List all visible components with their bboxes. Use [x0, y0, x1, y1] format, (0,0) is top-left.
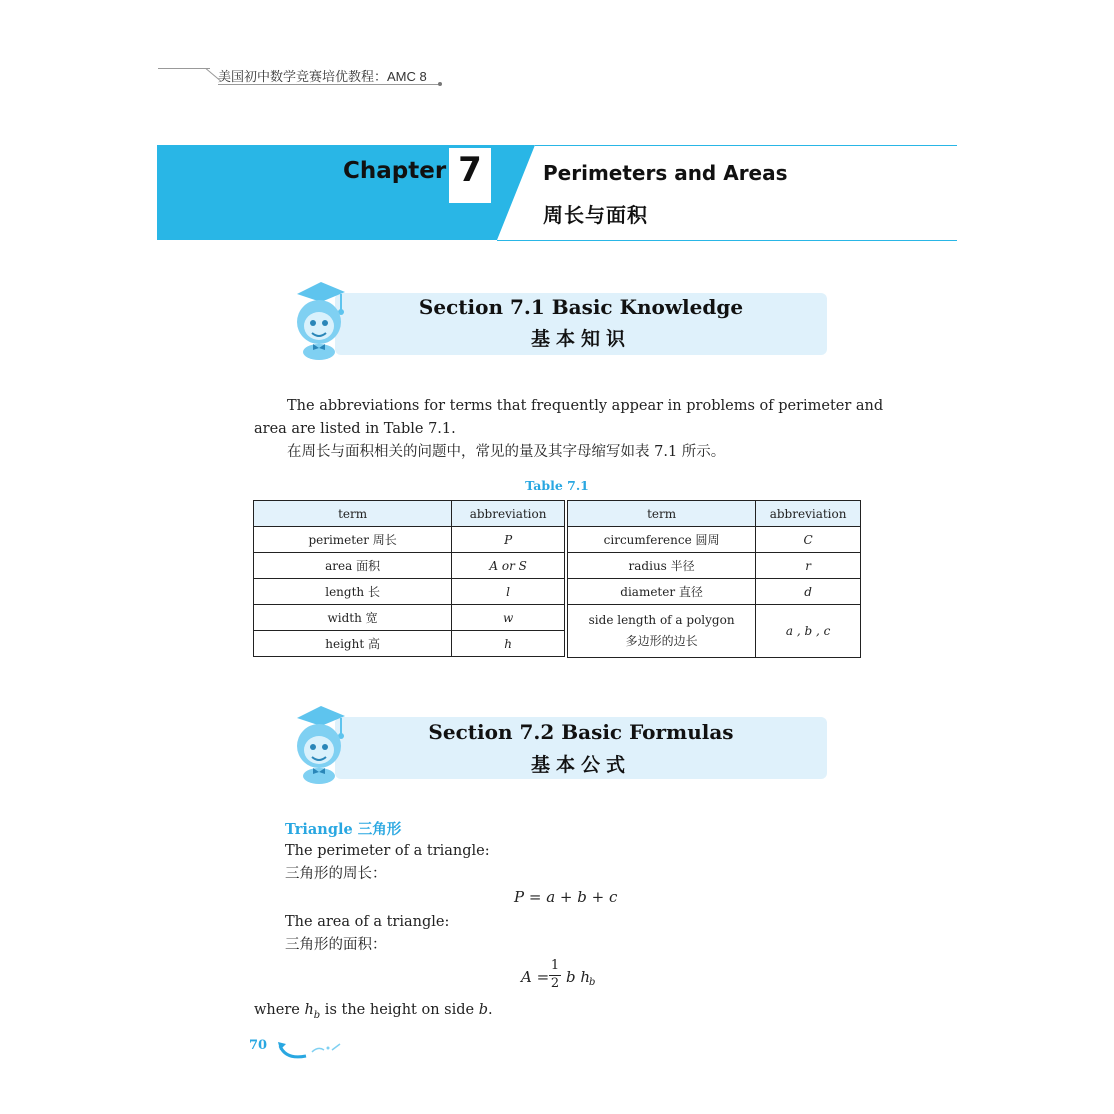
abbr-cell: l: [452, 579, 565, 605]
where-prefix: where: [254, 1002, 305, 1018]
section-title-zh: 基本公式: [530, 754, 631, 776]
area-formula-numerator: 1: [550, 958, 560, 973]
abbr-cell: d: [756, 579, 861, 605]
intro-line-3: 在周长与面积相关的问题中，常见的量及其字母缩写如表 7.1 所示。: [287, 444, 726, 460]
triangle-heading: Triangle 三角形: [285, 821, 402, 838]
area-text-zh: 三角形的面积：: [285, 937, 387, 953]
where-line: [254, 999, 493, 1027]
abbreviation-table-left: [253, 500, 565, 657]
perimeter-text-en: The perimeter of a triangle:: [285, 843, 490, 859]
table-row: [254, 579, 565, 605]
perimeter-formula: P = a + b + c: [514, 888, 618, 906]
page-number: 70: [249, 1038, 268, 1053]
chapter-title-zh: 周长与面积: [543, 203, 648, 227]
term-cell: perimeter 周长: [254, 527, 452, 553]
term-line: 多边形的边长: [625, 634, 698, 648]
table-row: [568, 579, 861, 605]
term-cell: area 面积: [254, 553, 452, 579]
table-row: [254, 527, 565, 553]
where-side: b: [478, 1002, 488, 1018]
section-title-en: Section 7.2 Basic Formulas: [428, 720, 734, 744]
table-header-cell: term: [568, 501, 756, 527]
abbr-cell: A or S: [452, 553, 565, 579]
term-cell: diameter 直径: [568, 579, 756, 605]
table-row: [254, 553, 565, 579]
abbr-cell: P: [452, 527, 565, 553]
intro-line-2: area are listed in Table 7.1.: [254, 421, 456, 437]
section-title-zh: 基本知识: [530, 328, 631, 350]
section-title-en: Section 7.1 Basic Knowledge: [418, 295, 744, 319]
table-row: [254, 605, 565, 631]
table-header-cell: abbreviation: [756, 501, 861, 527]
running-header: 美国初中数学竞赛培优教程：AMC 8: [218, 69, 427, 84]
abbr-cell: r: [756, 553, 861, 579]
abbr-cell: a , b , c: [756, 605, 861, 658]
chapter-number: 7: [458, 150, 482, 190]
table-header-cell: abbreviation: [452, 501, 565, 527]
term-cell: width 宽: [254, 605, 452, 631]
term-cell: height 高: [254, 631, 452, 657]
abbr-cell: w: [452, 605, 565, 631]
chapter-title-en: Perimeters and Areas: [543, 161, 788, 185]
table-row: [568, 527, 861, 553]
table-header-cell: term: [254, 501, 452, 527]
table-caption: Table 7.1: [525, 478, 589, 493]
term-cell: length 长: [254, 579, 452, 605]
page-swoosh-icon: [276, 1036, 346, 1062]
area-formula-rhs: b h: [566, 968, 591, 986]
area-formula-lhs: A =: [521, 968, 550, 986]
area-formula-denominator: 2: [550, 976, 560, 991]
chapter-label: Chapter: [343, 158, 447, 184]
table-row: [254, 631, 565, 657]
term-line: side length of a polygon: [588, 613, 735, 627]
area-formula-subscript: b: [589, 977, 596, 988]
abbr-cell: C: [756, 527, 861, 553]
header-dot: [438, 82, 442, 86]
term-cell: radius 半径: [568, 553, 756, 579]
perimeter-text-zh: 三角形的周长：: [285, 866, 387, 882]
term-cell: circumference 圆周: [568, 527, 756, 553]
where-mid: is the height on side: [320, 1002, 479, 1018]
abbreviation-table-right: [567, 500, 861, 658]
abbr-cell: h: [452, 631, 565, 657]
header-rule: [158, 68, 210, 69]
table-row-merged: [568, 605, 861, 658]
table-header-row: [568, 501, 861, 527]
where-subscript: b: [313, 1009, 321, 1021]
table-header-row: [254, 501, 565, 527]
intro-line-1: The abbreviations for terms that frequently appear in problems of perimeter and: [287, 398, 884, 414]
term-cell-merged: [568, 605, 756, 658]
area-text-en: The area of a triangle:: [285, 914, 450, 930]
where-var: h: [304, 1002, 314, 1018]
where-end: .: [488, 1002, 493, 1018]
table-row: [568, 553, 861, 579]
